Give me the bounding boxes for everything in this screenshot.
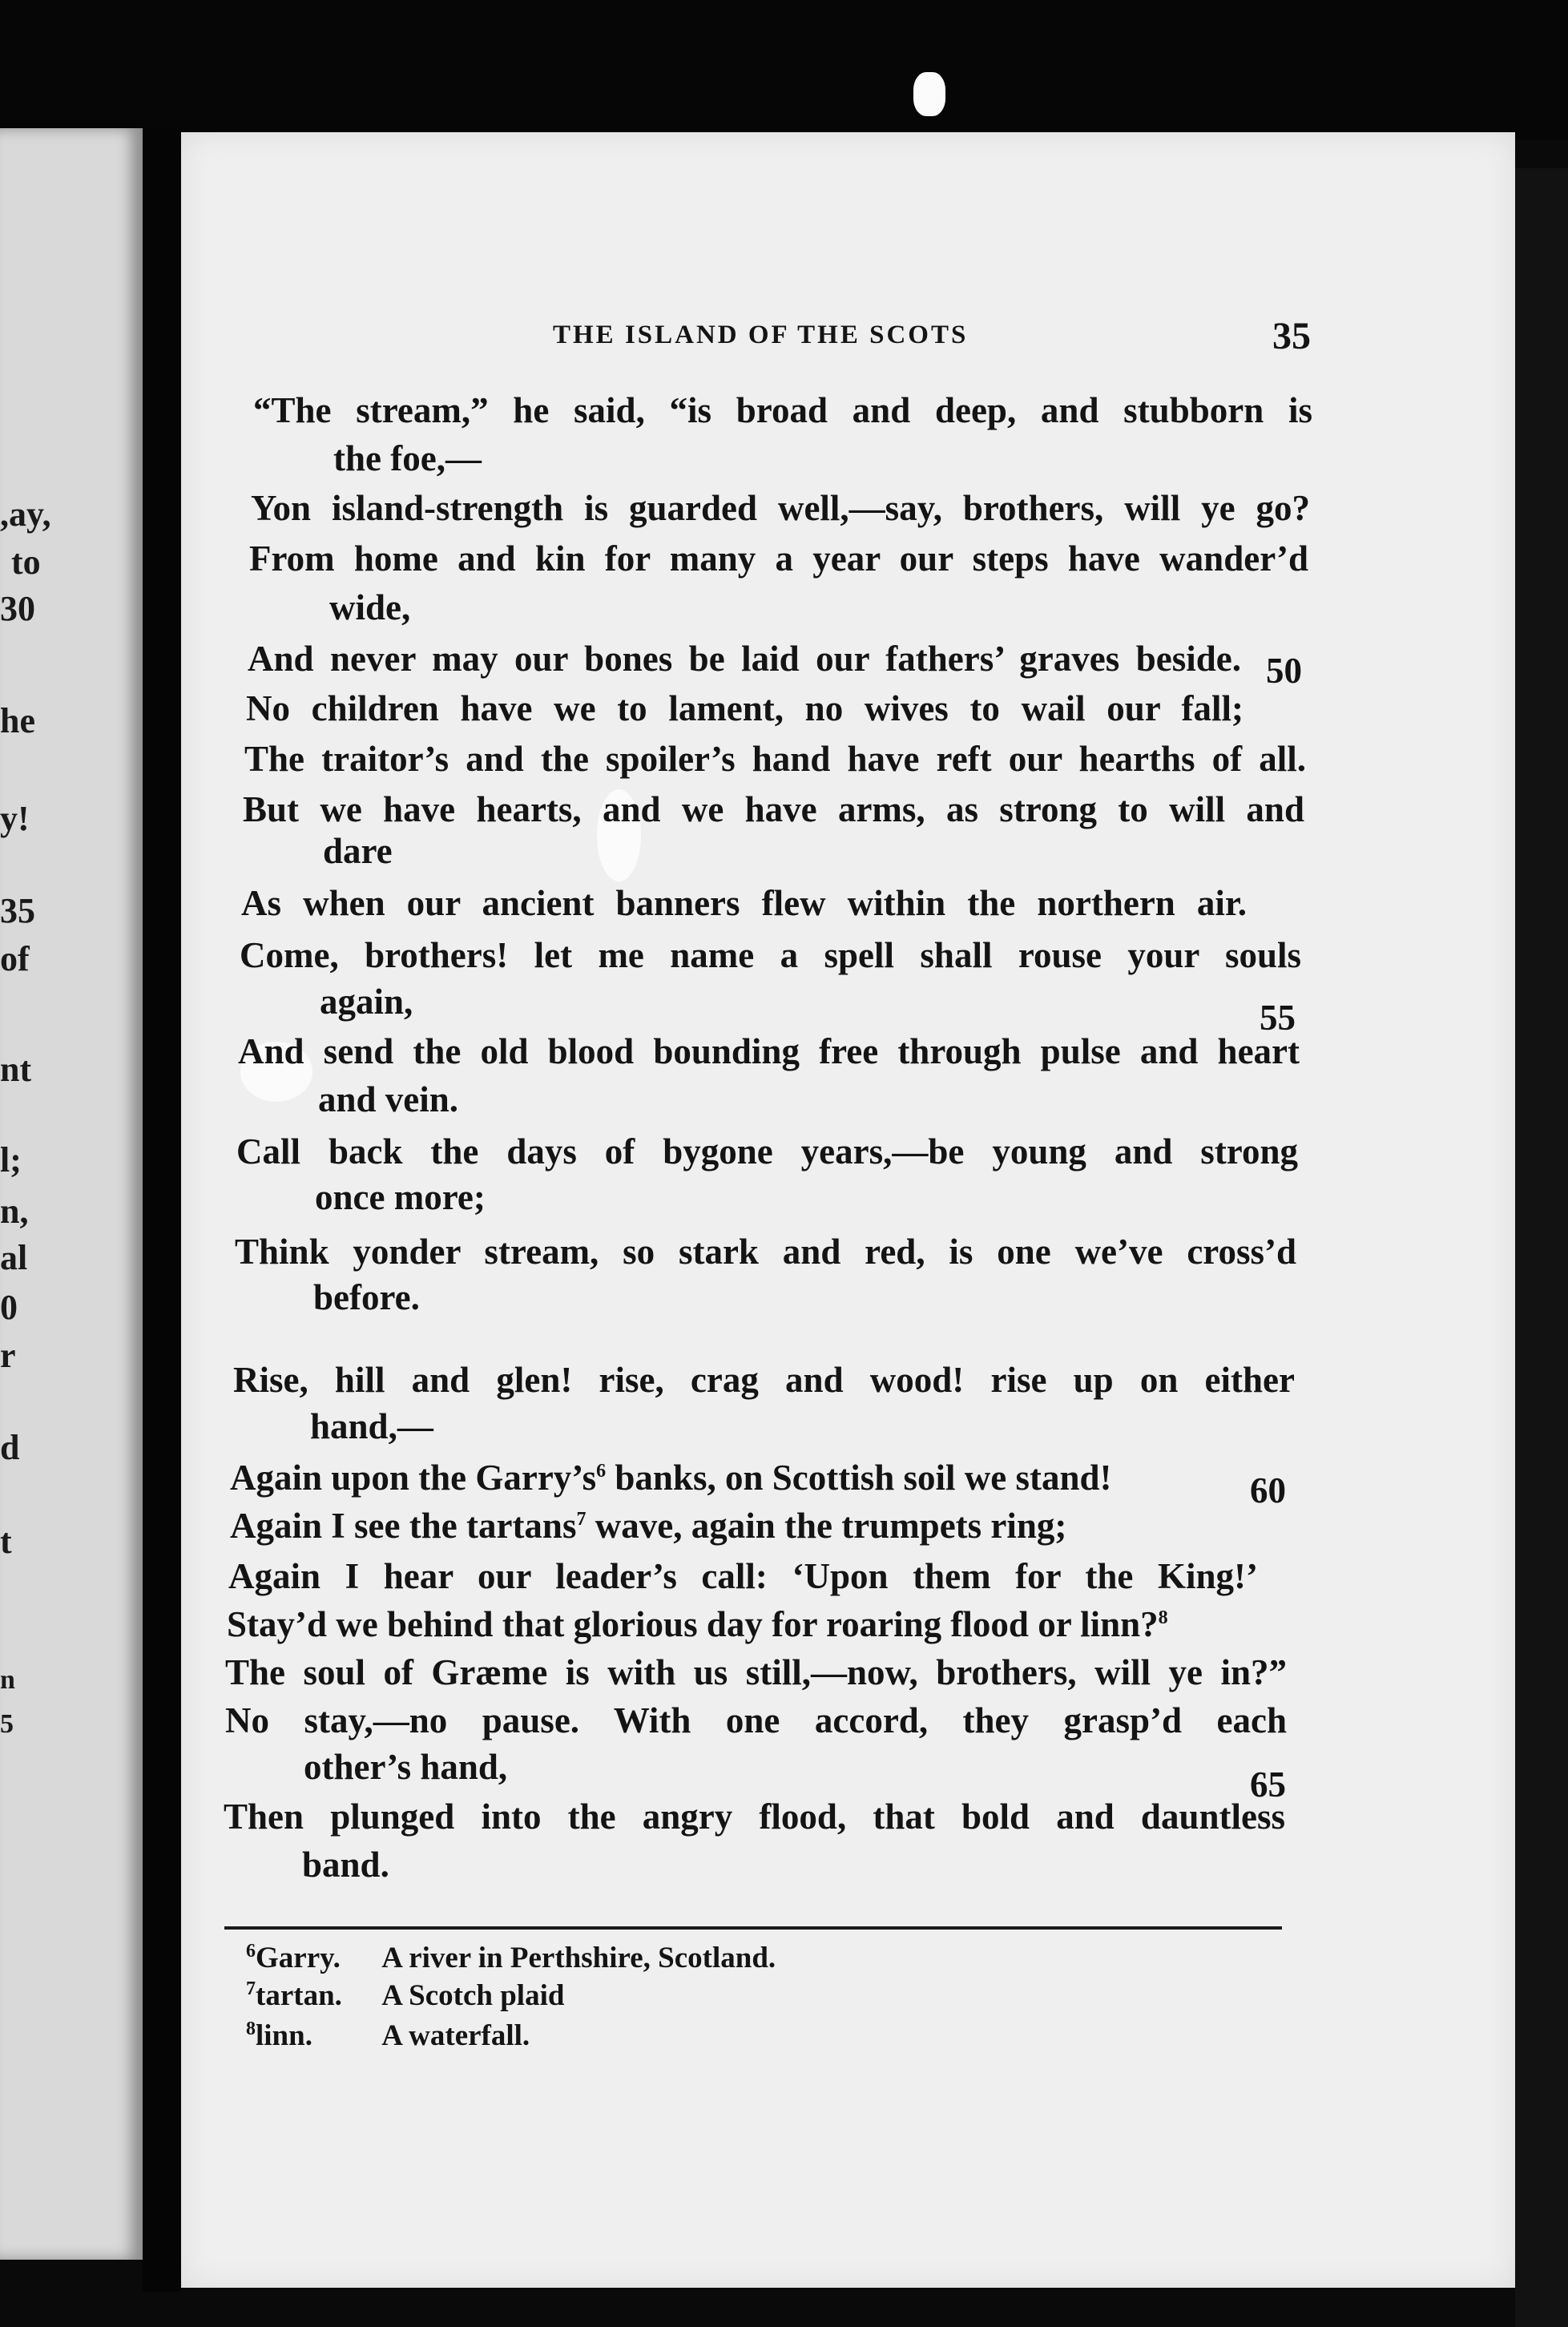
footnote-ref: 8 xyxy=(1158,1607,1168,1628)
facing-page-fragment: al xyxy=(0,1238,28,1277)
scan-blot xyxy=(913,72,945,116)
facing-page-fragment: of xyxy=(0,939,30,978)
poem-line: From home and kin for many a year our steps have wander’d xyxy=(249,538,1308,579)
facing-page-fragment: 0 xyxy=(0,1288,18,1327)
poem-line: And send the old blood bounding free through pulse and heart xyxy=(238,1031,1300,1071)
poem-line: Again I see the tartans$^7$ wave, again the trumpets ring; xyxy=(230,1506,1067,1546)
footnote-ref: 6 xyxy=(596,1461,607,1482)
book-gutter xyxy=(143,128,181,2292)
line-number: 55 xyxy=(1260,998,1296,1038)
facing-page-fragment: he xyxy=(0,701,35,740)
facing-page-fragment: to xyxy=(11,542,41,582)
poem-line: and vein. xyxy=(318,1079,459,1119)
poem-line: As when our ancient banners flew within the northern air. xyxy=(241,883,1247,923)
poem-line: the foe,— xyxy=(333,438,482,478)
poem-line: once more; xyxy=(315,1177,486,1217)
poem-line: Again I hear our leader’s call: ‘Upon them for the King!’ xyxy=(228,1556,1258,1596)
page-edge-shadow xyxy=(1515,168,1568,2327)
poem-line: Think yonder stream, so stark and red, is one we’ve cross’d xyxy=(235,1232,1296,1272)
page-number: 35 xyxy=(1272,315,1311,357)
poem-line: “The stream,” he said, “is broad and deep, and stubborn is xyxy=(253,390,1312,430)
facing-page-fragment: y! xyxy=(0,799,30,838)
poem-line: again, xyxy=(320,982,413,1022)
scanner-background xyxy=(0,0,1568,140)
footnote-ref: 7 xyxy=(576,1509,586,1530)
poem-line: No children have we to lament, no wives to wail our fall; xyxy=(246,688,1244,728)
facing-page-fragment: ,ay, xyxy=(0,494,51,534)
poem-line: Yon island-strength is guarded well,—say, brothers, will ye go? xyxy=(251,488,1310,528)
footnote: $^6$Garry. A river in Perthshire, Scotland. xyxy=(246,1941,776,1974)
poem-line: other’s hand, xyxy=(304,1747,508,1787)
facing-page-fragment: n xyxy=(0,1665,15,1695)
line-number: 65 xyxy=(1250,1764,1286,1805)
poem-line: Come, brothers! let me name a spell shall rouse your souls xyxy=(240,935,1301,975)
facing-page-fragment: 5 xyxy=(0,1709,14,1739)
line-number: 60 xyxy=(1250,1470,1286,1510)
poem-line: band. xyxy=(302,1845,389,1885)
facing-page-fragment: n, xyxy=(0,1192,29,1231)
footnote: $^8$linn. A waterfall. xyxy=(246,2018,530,2052)
poem-line: And never may our bones be laid our fathers’ graves beside. xyxy=(248,639,1241,679)
poem-line: Call back the days of bygone years,—be young and strong xyxy=(236,1131,1298,1172)
facing-page-fragment: 35 xyxy=(0,891,35,930)
poem-line: The soul of Græme is with us still,—now, brothers, will ye in?” xyxy=(225,1652,1287,1692)
facing-page-fragment: l; xyxy=(0,1140,22,1180)
facing-page-fragment: r xyxy=(0,1336,16,1375)
line-number: 50 xyxy=(1266,651,1302,691)
poem-line: Then plunged into the angry flood, that bold and dauntless xyxy=(224,1797,1285,1837)
footnote-rule xyxy=(224,1926,1282,1930)
poem-line: No stay,—no pause. With one accord, they grasp’d each xyxy=(225,1700,1287,1740)
poem-line: Stay’d we behind that glorious day for roaring flood or linn?$^8$ xyxy=(227,1604,1168,1644)
facing-page xyxy=(0,128,143,2260)
poem-line: hand,— xyxy=(310,1406,433,1446)
poem-line: Again upon the $Garry’s^6$ banks, on Scottish soil we stand! xyxy=(230,1458,1112,1498)
poem-line: Rise, hill and glen! rise, crag and wood! rise up on either xyxy=(233,1360,1295,1400)
poem-line: dare xyxy=(323,831,393,871)
page-header xyxy=(0,315,1568,361)
footnote: $^7$tartan. A Scotch plaid xyxy=(246,1978,565,2012)
poem-line: The traitor’s and the spoiler’s hand have reft our hearths of all. xyxy=(244,739,1306,779)
facing-page-fragment: nt xyxy=(0,1050,32,1089)
facing-page-fragment: d xyxy=(0,1428,20,1467)
poem-line: But we have hearts, and we have arms, as strong to will and xyxy=(243,789,1304,829)
facing-page-fragment: 30 xyxy=(0,589,35,628)
poem-line: before. xyxy=(313,1277,420,1317)
running-head: THE ISLAND OF THE SCOTS xyxy=(553,321,969,349)
poem-line: wide, xyxy=(329,587,411,627)
facing-page-fragment: t xyxy=(0,1522,12,1561)
